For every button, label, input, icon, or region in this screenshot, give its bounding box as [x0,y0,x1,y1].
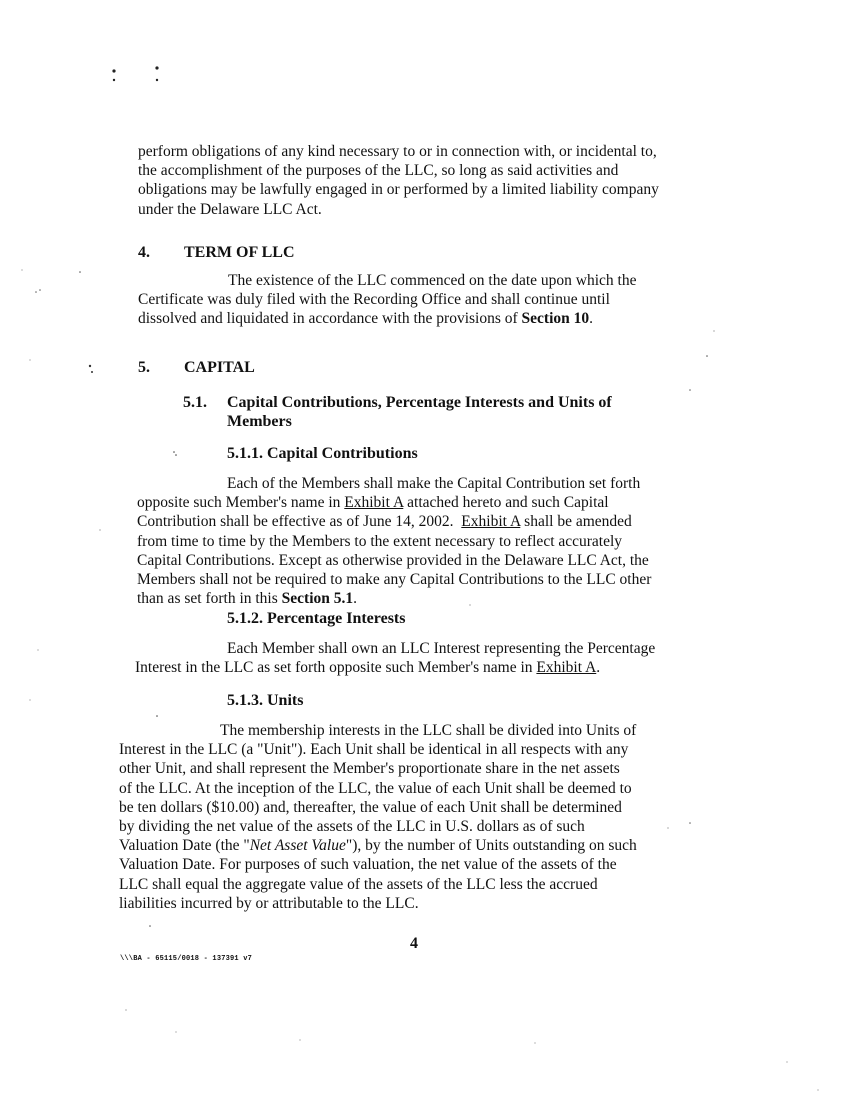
text-line: Capital Contributions. Except as otherwise provided in the Delaware LLC Act, the [137,551,649,569]
section-title: 5.1.1. Capital Contributions [227,445,418,462]
text-line: Interest in the LLC (a "Unit"). Each Unit shall be identical in all respects with any [119,741,629,759]
text-run: attached hereto and such Capital [403,494,609,512]
section-5-1-heading [183,393,683,433]
text-run: dissolved and liquidated in accordance with the provisions of [138,310,518,328]
section-5-1-1-body [137,474,651,608]
speck [706,355,708,357]
text-run: . [353,590,357,608]
speck [149,925,151,927]
speck [37,649,38,650]
text-line: perform obligations of any kind necessary to or in connection with, or incidental to, [138,143,657,160]
speck [667,827,668,828]
text-run: opposite such Member's name in [137,494,345,512]
speck [35,291,37,293]
speck [112,69,115,72]
text-line: by dividing the net value of the assets of the LLC in U.S. dollars as of such [119,818,585,836]
speck [79,271,81,273]
text-line [137,589,651,608]
speck [173,451,175,453]
text-line: obligations may be lawfully engaged in or performed by a limited liability company [138,181,659,199]
text-run: . [596,659,601,677]
speck [113,79,115,81]
text-line: of the LLC. At the inception of the LLC, the value of each Unit shall be deemed to [119,779,632,797]
speck [91,371,93,373]
text-line: under the Delaware LLC Act. [138,200,322,218]
section-title: 5.1.3. Units [227,692,304,709]
speck [156,715,158,717]
section-title-block [227,393,612,431]
exhibit-reference: Exhibit A [461,513,521,531]
speck [299,1039,300,1040]
speck [29,699,30,700]
speck [713,330,714,331]
section-title-line: Capital Contributions, Percentage Interests and Units of [227,394,612,411]
text-run: "), by the number of Units outstanding on such [345,837,637,855]
text-line: The existence of the LLC commenced on the date upon which the [228,272,637,289]
section-reference: Section 5.1 [281,590,354,608]
section-4-body [138,271,636,329]
speck [786,1061,787,1062]
section-title: 5.1.2. Percentage Interests [227,610,406,627]
text-run: Contribution shall be effective as of June 14, 2002. [137,513,462,531]
speck [39,289,41,291]
text-run: Interest in the LLC as set forth opposite such Member's name in [135,659,537,677]
text-run: shall be amended [520,513,632,531]
exhibit-reference: Exhibit A [344,494,404,512]
text-line: the accomplishment of the purposes of the LLC, so long as said activities and [138,162,619,180]
section-number: 5.1. [183,394,207,411]
speck [689,389,691,391]
section-5-1-2-heading [227,609,405,628]
speck [89,365,91,367]
speck [175,454,177,456]
intro-paragraph [138,142,659,219]
speck [689,822,691,824]
speck [156,79,158,81]
section-5-1-2-body [135,639,655,677]
speck [534,1042,535,1043]
section-number: 4. [138,244,150,261]
text-line [138,309,636,328]
text-line: LLC shall equal the aggregate value of the assets of the LLC less the accrued [119,875,598,893]
text-line: The membership interests in the LLC shall be divided into Units of [220,722,637,739]
text-line [137,512,651,531]
text-line: Certificate was duly filed with the Recording Office and shall continue until [138,291,610,309]
section-reference: Section 10 [521,310,590,328]
text-run: . [589,310,594,328]
text-line: liabilities incurred by or attributable to the LLC. [119,894,419,912]
text-line: Valuation Date. For purposes of such valuation, the net value of the assets of the [119,856,617,874]
text-line: Members shall not be required to make any Capital Contributions to the LLC other [137,571,652,589]
speck [175,1031,176,1032]
text-line [119,836,637,855]
section-title-line: Members [227,413,292,431]
section-number: 5. [138,359,150,376]
speck [155,66,158,69]
document-code: \\\BA - 65115/0018 - 137391 v7 [120,955,253,963]
text-line [137,493,651,512]
exhibit-reference: Exhibit A [536,659,597,677]
section-title: CAPITAL [184,359,255,376]
page-number: 4 [410,935,418,952]
text-line: Each Member shall own an LLC Interest representing the Percentage [227,640,656,657]
text-run: than as set forth in this [137,590,282,608]
speck [29,359,30,360]
section-title: TERM OF LLC [184,244,295,261]
defined-term: Net Asset Value [249,837,346,855]
speck [125,1009,126,1010]
text-run: Valuation Date (the " [119,837,250,855]
section-5-1-3-body [119,721,637,913]
text-line: Each of the Members shall make the Capital Contribution set forth [227,475,641,492]
text-line: be ten dollars ($10.00) and, thereafter, the value of each Unit shall be determined [119,798,622,816]
section-5-1-1-heading [227,444,418,463]
text-line: other Unit, and shall represent the Member's proportionate share in the net assets [119,760,620,778]
section-5-1-3-heading [227,691,303,710]
text-line [135,658,655,677]
speck [817,1089,818,1090]
speck [99,529,100,530]
text-line: from time to time by the Members to the extent necessary to reflect accurately [137,532,623,550]
speck [21,269,22,270]
